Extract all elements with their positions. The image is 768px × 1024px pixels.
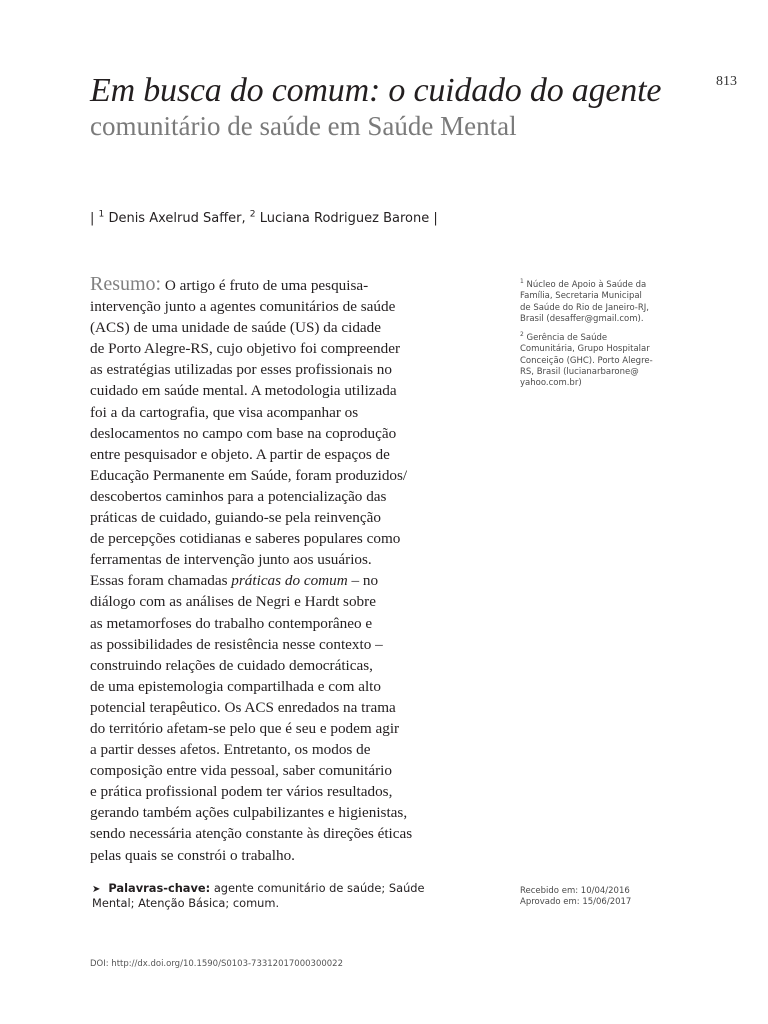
abstract-line: Educação Permanente em Saúde, foram produzidos/ xyxy=(90,466,408,484)
abstract-line xyxy=(90,570,428,591)
abstract-line: a partir desses afetos. Entretanto, os modos de xyxy=(90,741,371,759)
abstract-line: intervenção junto a agentes comunitários de saúde xyxy=(90,298,396,316)
abstract-line: diálogo com as análises de Negri e Hardt sobre xyxy=(90,593,376,611)
abstract-line: (ACS) de uma unidade de saúde (US) da cidade xyxy=(90,319,382,337)
abstract-line: de Porto Alegre-RS, cujo objetivo foi compreender xyxy=(90,340,401,358)
abstract-text: Essas foram chamadas xyxy=(90,572,232,590)
affiliation-line xyxy=(520,280,660,291)
received-date: Recebido em: 10/04/2016 xyxy=(520,886,630,896)
affiliation-line: Brasil (desaffer@gmail.com). xyxy=(520,313,644,324)
affiliation-line: Comunitária, Grupo Hospitalar xyxy=(520,344,650,355)
affiliation-marker: 2 xyxy=(520,331,524,339)
keywords xyxy=(92,882,432,910)
abstract-heading: Resumo: xyxy=(90,273,162,295)
abstract-line: as estratégias utilizadas por esses profissionais no xyxy=(90,361,392,379)
abstract-line: de uma epistemologia compartilhada e com alto xyxy=(90,677,381,695)
author1-marker: 1 xyxy=(98,209,105,220)
abstract-line: as possibilidades de resistência nesse contexto – xyxy=(90,635,383,653)
keywords-text: agente comunitário de saúde; Saúde xyxy=(210,881,425,895)
abstract-line: do território afetam-se pelo que é seu e podem agir xyxy=(90,719,400,737)
abstract-line: descobertos caminhos para a potencialização das xyxy=(90,487,387,505)
affiliation-line: Família, Secretaria Municipal xyxy=(520,291,642,302)
abstract-line: deslocamentos no campo com base na coprodução xyxy=(90,424,397,442)
affiliation-1 xyxy=(520,280,660,325)
affiliation-line: de Saúde do Rio de Janeiro-RJ, xyxy=(520,302,649,313)
abstract-line: potencial terapêutico. Os ACS enredados na trama xyxy=(90,698,396,716)
abstract xyxy=(90,274,428,866)
affiliation-line: RS, Brasil (lucianarbarone@ xyxy=(520,367,639,378)
abstract-line: sendo necessária atenção constante às direções éticas xyxy=(90,825,413,843)
abstract-italic-term: práticas do comum xyxy=(231,572,348,590)
abstract-line: foi a da cartografia, que visa acompanhar os xyxy=(90,403,359,421)
keywords-label: Palavras-chave: xyxy=(108,881,211,895)
abstract-line: pelas quais se constrói o trabalho. xyxy=(90,846,295,864)
abstract-line: e prática profissional podem ter vários resultados, xyxy=(90,783,393,801)
affiliation-line: yahoo.com.br) xyxy=(520,378,582,389)
affiliation-marker: 1 xyxy=(520,278,524,286)
doi-link[interactable]: DOI: http://dx.doi.org/10.1590/S0103-73312017000300022 xyxy=(90,959,343,969)
affiliations xyxy=(520,280,660,398)
author-prefix: | xyxy=(90,211,99,226)
page-number: 813 xyxy=(716,74,737,89)
abstract-line: entre pesquisador e objeto. A partir de espaços de xyxy=(90,445,390,463)
affiliation-text: Núcleo de Apoio à Saúde da xyxy=(523,280,647,290)
approved-date: Aprovado em: 15/06/2017 xyxy=(520,897,632,907)
abstract-line: composição entre vida pessoal, saber comunitário xyxy=(90,762,392,780)
abstract-first-line: O artigo é fruto de uma pesquisa- xyxy=(161,277,369,294)
arrow-icon: ➤ xyxy=(92,884,101,895)
affiliation-2 xyxy=(520,333,660,389)
author2-marker: 2 xyxy=(249,209,256,220)
submission-dates xyxy=(520,886,631,908)
author2-name: Luciana Rodriguez Barone | xyxy=(255,211,438,226)
author1-name: Denis Axelrud Saffer, xyxy=(104,211,250,226)
abstract-line: cuidado em saúde mental. A metodologia utilizada xyxy=(90,382,397,400)
affiliation-text: Gerência de Saúde xyxy=(523,333,608,344)
abstract-line: práticas de cuidado, guiando-se pela reinvenção xyxy=(90,509,381,527)
affiliation-line: Conceição (GHC). Porto Alegre- xyxy=(520,355,653,366)
author-list xyxy=(90,211,438,226)
keywords-line xyxy=(92,882,432,897)
abstract-text: – no xyxy=(347,572,379,590)
article-title: Em busca do comum: o cuidado do agente xyxy=(90,72,662,109)
abstract-line: gerando também ações culpabilizantes e higienistas, xyxy=(90,804,408,822)
abstract-line: as metamorfoses do trabalho contemporâneo e xyxy=(90,614,373,632)
affiliation-line xyxy=(520,333,660,344)
keywords-line: Mental; Atenção Básica; comum. xyxy=(92,895,280,910)
abstract-line: de percepções cotidianas e saberes populares como xyxy=(90,530,401,548)
article-subtitle: comunitário de saúde em Saúde Mental xyxy=(90,111,517,141)
abstract-line xyxy=(90,274,428,296)
abstract-line: construindo relações de cuidado democráticas, xyxy=(90,656,373,674)
abstract-line: ferramentas de intervenção junto aos usuários. xyxy=(90,551,372,569)
